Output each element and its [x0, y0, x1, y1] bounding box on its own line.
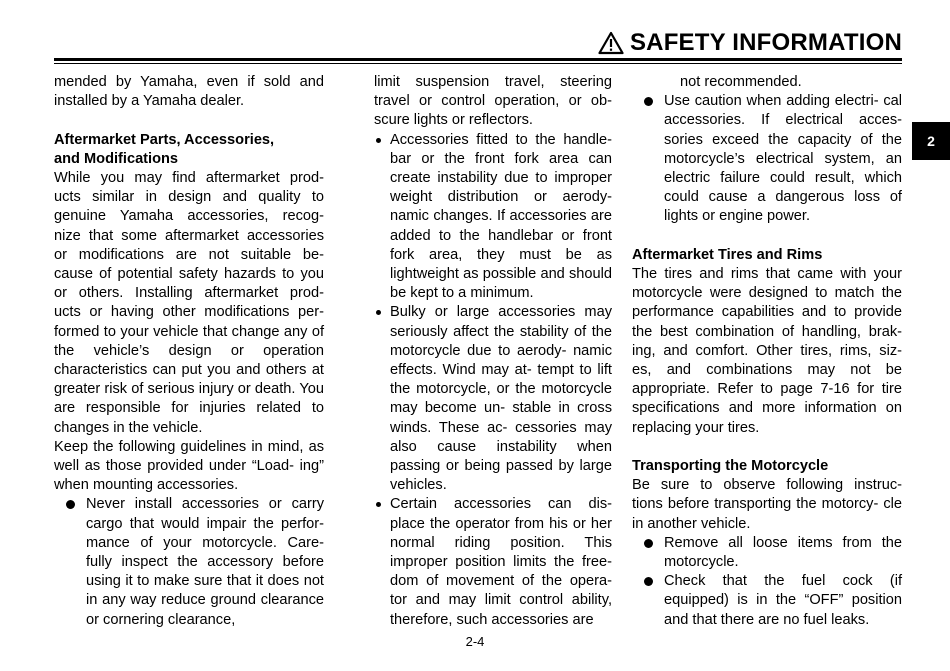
header-rule-thin — [54, 63, 902, 64]
paragraph: Keep the following guidelines in mind, as well as those provided under “Load- ing” when mounting accessories. — [54, 438, 324, 494]
list-item: Use caution when adding electri- cal accessories. If electrical acces- sories exceed the capacity of the motorcycle’s electrical system, an electric failure could result, which could cause a dangerous loss of lights or engine power. — [632, 92, 902, 226]
paragraph: Be sure to observe following instruc- tions before transporting the motorcy- cle in another vehicle. — [632, 477, 902, 532]
column-left — [54, 73, 324, 630]
chapter-tab — [912, 122, 950, 160]
section-heading-tires-rims: Aftermarket Tires and Rims — [632, 246, 823, 263]
column-right — [632, 73, 902, 630]
header-rule-thick — [54, 58, 902, 61]
page-header — [0, 26, 902, 60]
header-title-wrap — [598, 26, 902, 60]
heading-line: and Modifications — [54, 150, 179, 167]
paragraph: The tires and rims that came with your motorcycle were designed to match the performance capabilities and to provide the best combination of handling, brak- ing, and comfort. Other tires, rims, siz- es, and combinations may not be appropriate. Refer to page 7-16 for tire specifications and more information on replacing your tires. — [632, 266, 902, 436]
page-title: SAFETY INFORMATION — [629, 29, 902, 56]
list-item: Remove all loose items from the motorcycle. — [632, 534, 902, 572]
chapter-number: 2 — [927, 133, 935, 149]
intro-paragraph: mended by Yamaha, even if sold and installed by a Yamaha dealer. — [54, 74, 324, 110]
list-item-continued: limit suspension travel, steering travel or control operation, or ob- scure lights or reflectors. — [374, 74, 612, 129]
list-item: Never install accessories or carry cargo that would impair the perfor- mance of your motorcycle. Care- fully inspect the accessory before using it to make sure that it does not in any way reduce ground clearance or cornering clearance, — [54, 495, 324, 629]
list-item: Bulky or large accessories may seriously affect the stability of the motorcycle due to aerody- namic effects. Wind may at- tempt to lift the motorcycle, or the motorcycle may become un- stable in cross winds. These ac- cessories may also cause instability when passing or being passed by large vehicles. — [374, 303, 612, 495]
column-middle — [374, 73, 612, 630]
list-item-continued: not recommended. — [680, 74, 802, 90]
heading-line: Aftermarket Parts, Accessories, — [54, 131, 275, 148]
section-heading-transporting: Transporting the Motorcycle — [632, 458, 829, 475]
list-item: Accessories fitted to the handle- bar or the front fork area can create instability due to improper weight distribution or aerody- namic changes. If accessories are added to the handlebar or front fork area, they must be as lightweight as possible and should be kept to a minimum. — [374, 131, 612, 304]
section-heading-aftermarket-parts — [54, 131, 324, 169]
page-number: 2-4 — [465, 634, 485, 649]
list-item: Check that the fuel cock (if equipped) is in the “OFF” position and that there are no fuel leaks. — [632, 572, 902, 630]
warning-triangle-icon — [598, 31, 624, 55]
paragraph: While you may find aftermarket prod- ucts similar in design and quality to genuine Yamaha accessories, recog- nize that some aftermarket accessories or modifications are not suitable be- cause of potential safety hazards to you or others. Installing aftermarket prod- ucts or having other modifications per- formed to your vehicle that change any of the vehicle’s design or operation characteristics can put you and others at greater risk of serious injury or death. You are responsible for injuries related to changes in the vehicle. — [54, 170, 324, 436]
list-item: Certain accessories can dis- place the operator from his or her normal riding position. This improper position limits the free- dom of movement of the opera- tor and may limit control ability, therefore, such accessories are — [374, 495, 612, 629]
